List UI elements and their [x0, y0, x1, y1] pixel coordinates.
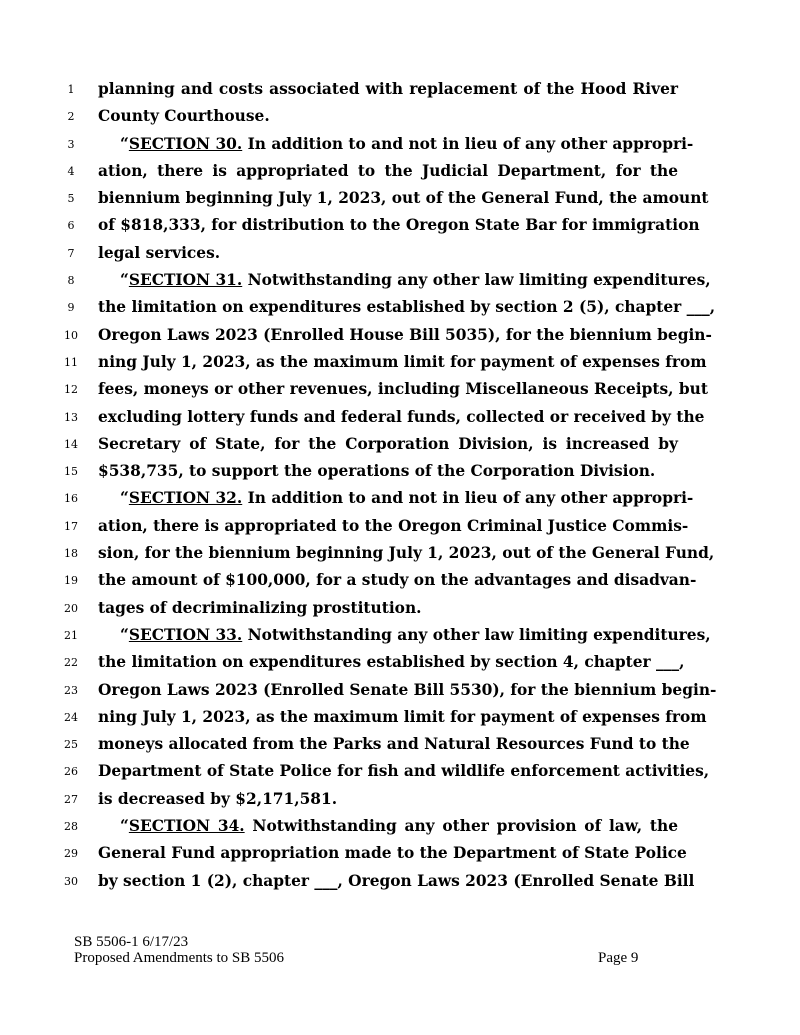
open-quote: “	[120, 271, 129, 290]
text-line	[0, 786, 800, 813]
text-line	[0, 758, 800, 785]
line-text: sion, for the biennium beginning July 1, 2023, out of the General Fund,	[98, 544, 715, 563]
line-text: General Fund appropriation made to the Department of State Police	[98, 844, 687, 863]
bill-text	[0, 76, 800, 895]
section-heading: SECTION 33.	[128, 625, 243, 644]
line-number: 21	[64, 628, 78, 642]
line-number: 17	[64, 519, 78, 533]
text-line	[0, 431, 800, 458]
line-number: 5	[67, 192, 75, 206]
section-heading: SECTION 31.	[128, 271, 243, 290]
open-quote: “	[120, 817, 129, 836]
line-text: ation, there is appropriated to the Oregon Criminal Justice Commis-	[98, 516, 689, 535]
text-line	[0, 294, 800, 321]
line-number: 30	[64, 874, 78, 888]
footer-bill-id: SB 5506-1 6/17/23	[74, 934, 189, 950]
text-line	[0, 649, 800, 676]
line-text: legal services.	[98, 243, 221, 262]
text-line	[0, 677, 800, 704]
text-line	[0, 540, 800, 567]
line-text: Oregon Laws 2023 (Enrolled Senate Bill 5530), for the biennium begin-	[98, 680, 717, 699]
section-start-line	[120, 267, 711, 294]
line-text: ation, there is appropriated to the Judicial Department, for the	[98, 161, 678, 180]
line-text: the limitation on expenditures established by section 4, chapter ___,	[98, 653, 685, 672]
line-number: 18	[64, 547, 78, 561]
line-number: 25	[64, 738, 78, 752]
line-text: fees, moneys or other revenues, including Miscellaneous Receipts, but	[98, 380, 708, 399]
section-text: Notwithstanding any other provision of law, the	[244, 817, 679, 836]
section-text: Notwithstanding any other law limiting expenditures,	[242, 625, 711, 644]
line-text: Secretary of State, for the Corporation Division, is increased by	[98, 434, 678, 453]
section-text: In addition to and not in lieu of any other appropri-	[242, 134, 694, 153]
line-number: 15	[64, 465, 78, 479]
line-number: 27	[64, 792, 78, 806]
line-number: 12	[64, 383, 78, 397]
line-text: the amount of $100,000, for a study on the advantages and disadvan-	[98, 571, 697, 590]
text-line	[0, 458, 800, 485]
line-number: 23	[64, 683, 78, 697]
line-text: biennium beginning July 1, 2023, out of the General Fund, the amount	[98, 189, 709, 208]
text-line	[0, 485, 800, 512]
line-number: 22	[64, 656, 78, 670]
text-line	[0, 267, 800, 294]
line-text: the limitation on expenditures established by section 2 (5), chapter ___,	[98, 298, 716, 317]
text-line	[0, 185, 800, 212]
line-number: 16	[64, 492, 78, 506]
line-text: of $818,333, for distribution to the Oregon State Bar for immigration	[98, 216, 700, 235]
line-number: 1	[67, 83, 75, 96]
page-number: Page 9	[598, 950, 639, 966]
text-line	[0, 158, 800, 185]
line-number: 2	[67, 110, 75, 124]
line-number: 10	[64, 328, 78, 342]
line-number: 28	[64, 820, 78, 834]
section-text: In addition to and not in lieu of any other appropri-	[242, 489, 694, 508]
line-number: 19	[64, 574, 78, 588]
line-text: County Courthouse.	[98, 107, 270, 126]
line-text: Department of State Police for fish and wildlife enforcement activities,	[98, 762, 710, 781]
line-number: 20	[64, 601, 78, 615]
section-start-line	[120, 131, 694, 158]
line-text: by section 1 (2), chapter ___, Oregon Laws 2023 (Enrolled Senate Bill	[98, 871, 695, 890]
line-number: 3	[67, 137, 75, 151]
section-start-line	[120, 813, 678, 840]
line-text: planning and costs associated with replacement of the Hood River	[98, 80, 678, 98]
text-line	[0, 76, 800, 103]
text-line	[0, 567, 800, 594]
line-text: ning July 1, 2023, as the maximum limit for payment of expenses from	[98, 707, 707, 726]
section-start-line	[120, 485, 694, 512]
line-number: 14	[64, 437, 78, 451]
line-number: 24	[64, 710, 78, 724]
text-line	[0, 212, 800, 239]
line-number: 26	[64, 765, 78, 779]
line-number: 13	[64, 410, 78, 424]
line-number: 9	[67, 301, 75, 315]
text-line	[0, 376, 800, 403]
open-quote: “	[120, 625, 129, 644]
line-text: tages of decriminalizing prostitution.	[98, 598, 422, 617]
line-number: 11	[64, 355, 78, 369]
section-heading: SECTION 32.	[128, 489, 243, 508]
section-text: Notwithstanding any other law limiting expenditures,	[242, 271, 711, 290]
line-number: 7	[67, 246, 75, 260]
section-heading: SECTION 34.	[128, 817, 245, 836]
text-line	[0, 513, 800, 540]
section-heading: SECTION 30.	[128, 134, 243, 153]
text-line	[0, 731, 800, 758]
text-line	[0, 840, 800, 867]
page-footer	[74, 934, 674, 966]
open-quote: “	[120, 489, 129, 508]
open-quote: “	[120, 134, 129, 153]
line-text: excluding lottery funds and federal funds, collected or received by the	[98, 407, 705, 426]
line-text: Oregon Laws 2023 (Enrolled House Bill 5035), for the biennium begin-	[98, 325, 712, 344]
line-text: moneys allocated from the Parks and Natural Resources Fund to the	[98, 735, 690, 754]
text-line	[0, 240, 800, 267]
text-line	[0, 322, 800, 349]
section-start-line	[120, 622, 711, 649]
text-line	[0, 595, 800, 622]
line-text: $538,735, to support the operations of the Corporation Division.	[98, 462, 656, 481]
text-line	[0, 349, 800, 376]
text-line	[0, 622, 800, 649]
text-line	[0, 704, 800, 731]
line-number: 6	[67, 219, 75, 233]
line-text: ning July 1, 2023, as the maximum limit for payment of expenses from	[98, 352, 707, 371]
text-line	[0, 103, 800, 130]
text-line	[0, 404, 800, 431]
line-number: 4	[67, 164, 75, 178]
text-line	[0, 813, 800, 840]
footer-description: Proposed Amendments to SB 5506	[74, 950, 285, 966]
line-number: 8	[67, 274, 75, 288]
line-number: 29	[64, 847, 78, 861]
line-text: is decreased by $2,171,581.	[98, 789, 338, 808]
text-line	[0, 131, 800, 158]
text-line	[0, 868, 800, 895]
